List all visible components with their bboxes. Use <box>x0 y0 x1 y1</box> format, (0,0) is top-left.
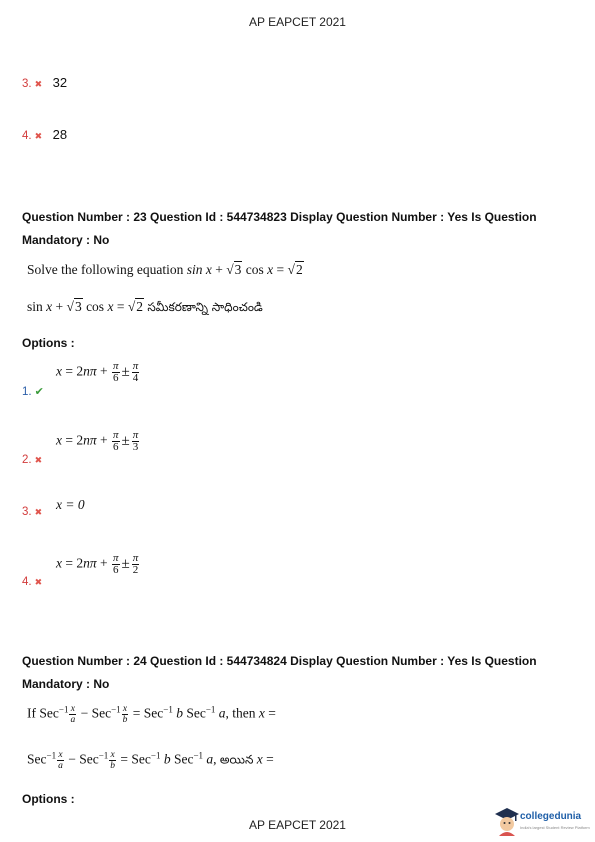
pi-denominator: 2 <box>132 564 139 576</box>
option-number: 3. <box>22 78 32 90</box>
question-text: Solve the following equation <box>27 262 184 277</box>
q23-option-1-expr[interactable]: x = 2nπ + $\frac{\pi}{6}$ ± $\frac{\pi}{4}$ <box>56 360 139 384</box>
check-icon: ✔ <box>34 386 44 398</box>
cross-icon: ✖ <box>34 507 43 517</box>
option-value: 32 <box>52 75 68 90</box>
question-23-meta <box>22 206 572 252</box>
options-label: Options : <box>22 792 75 806</box>
q23-option-2-expr[interactable]: x = 2nπ + $\frac{\pi}{6}$ ± $\frac{\pi}{3}$ <box>56 429 139 453</box>
page-header: AP EAPCET 2021 <box>249 15 346 29</box>
page-footer: AP EAPCET 2021 <box>249 818 346 832</box>
logo-text: collegedunia <box>520 811 582 822</box>
question-text-telugu: సమీకరణాన్ని సాధించండి <box>147 300 263 314</box>
question-text-suffix: , then <box>225 705 256 721</box>
q23-option-3-expr[interactable]: x = 0 <box>56 497 85 512</box>
cross-icon: ✖ <box>34 131 43 141</box>
option-number: 2. <box>22 454 32 466</box>
question-24-meta <box>22 650 572 696</box>
prev-option-3[interactable] <box>22 74 67 92</box>
prev-option-4[interactable] <box>22 126 67 144</box>
q23-option-1[interactable] <box>22 382 44 400</box>
logo-tagline: India's largest Student Review Platform <box>520 825 590 830</box>
option-value: 28 <box>52 127 68 142</box>
cross-icon: ✖ <box>34 79 43 89</box>
option-number: 4. <box>22 576 32 588</box>
pi-denominator: 3 <box>132 441 139 453</box>
question-text-telugu: అయిన <box>219 752 254 767</box>
q23-option-4[interactable] <box>22 572 42 590</box>
question-meta-line: Question Number : 24 Question Id : 544734824 Display Question Number : Yes Is Question <box>22 654 537 668</box>
option-number: 4. <box>22 130 32 142</box>
question-23-text-en: Solve the following equation sin x + √3 cos x = √2 <box>27 262 303 277</box>
pi-denominator: 4 <box>132 372 139 384</box>
option-number: 1. <box>22 386 32 398</box>
question-meta-line: Question Number : 23 Question Id : 544734823 Display Question Number : Yes Is Question <box>22 210 537 224</box>
question-meta-line: Mandatory : No <box>22 677 110 691</box>
q23-option-4-expr[interactable]: x = 2nπ + $\frac{\pi}{6}$ ± $\frac{\pi}{2}$ <box>56 552 139 576</box>
question-24-text-en: If Sec$^{-1}$ $\frac{x}{a}$ − Sec$^{-1}$ $\frac{x}{b}$ = Sec$^{-1}$ b Sec$^{-1}$ a, then x = <box>27 704 276 725</box>
question-meta-line: Mandatory : No <box>22 233 110 247</box>
question-23-text-te: sin x + √3 cos x = √2 సమీకరణాన్ని సాధించండి <box>27 299 263 314</box>
question-text-prefix: If <box>27 705 36 721</box>
cross-icon: ✖ <box>34 577 43 587</box>
q23-option-3[interactable] <box>22 502 42 520</box>
option-number: 3. <box>22 506 32 518</box>
question-24-text-te: Sec$^{-1}$ $\frac{x}{a}$ − Sec$^{-1}$ $\frac{x}{b}$ = Sec$^{-1}$ b Sec$^{-1}$ a, అయిన x = <box>27 750 274 771</box>
cross-icon: ✖ <box>34 455 43 465</box>
options-label: Options : <box>22 336 75 350</box>
q23-option-2[interactable] <box>22 450 42 468</box>
